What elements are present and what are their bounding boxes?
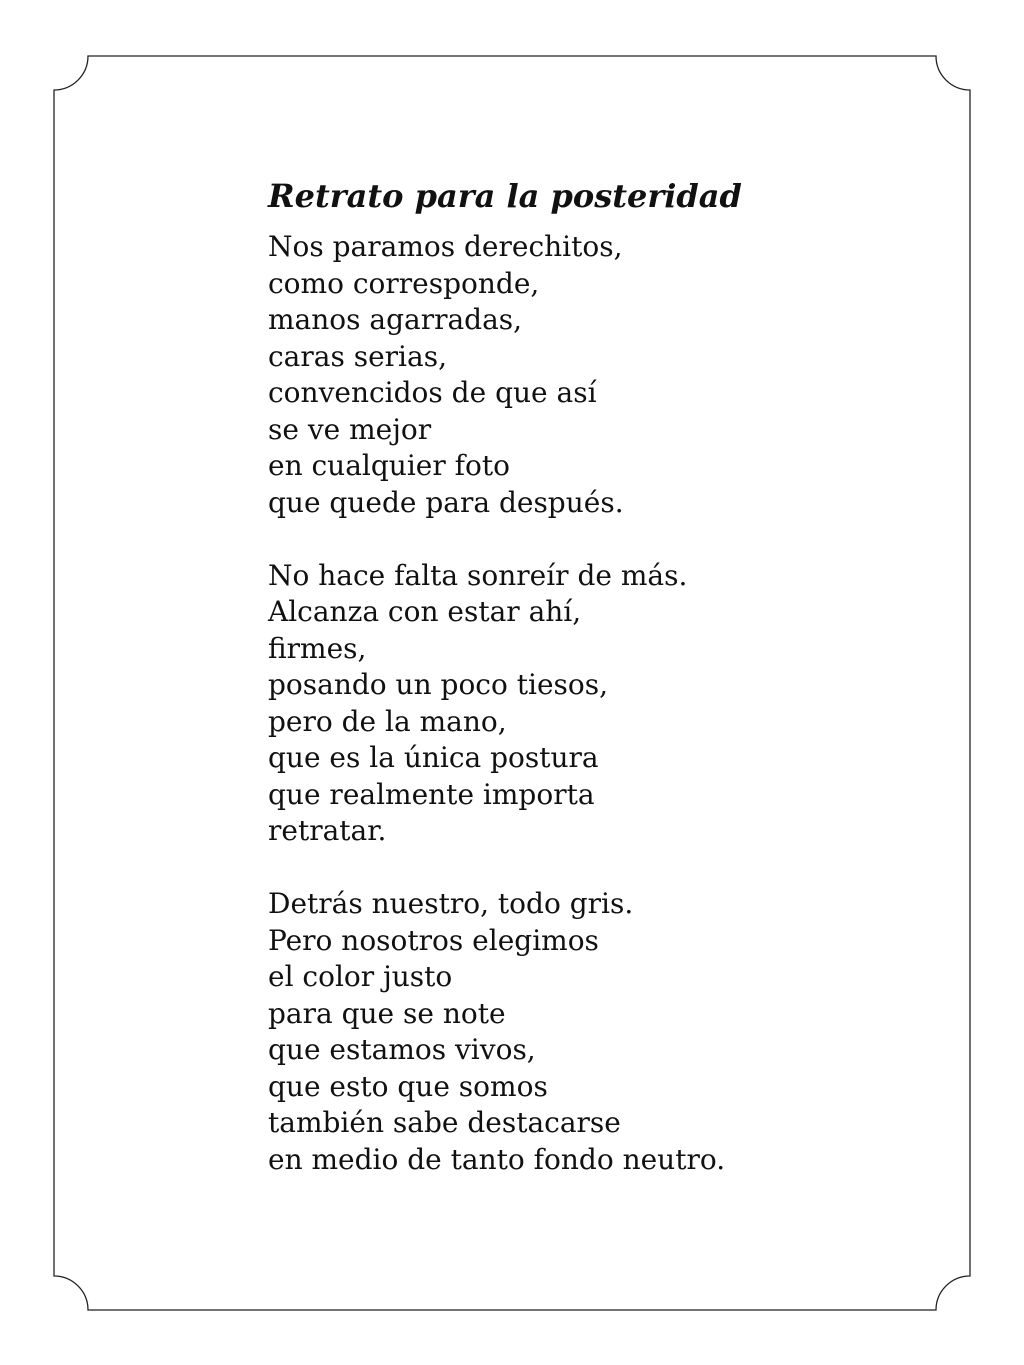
verse-line: retratar. — [268, 814, 387, 847]
verse-line: Detrás nuestro, todo gris. — [268, 887, 634, 920]
verse-line: el color justo — [268, 960, 453, 993]
poem-title: Retrato para la posteridad — [268, 177, 742, 215]
verse-line: se ve mejor — [268, 412, 432, 446]
poem — [268, 172, 968, 1178]
stanza-3 — [268, 886, 968, 1178]
verse-line: Pero nosotros elegimos — [268, 923, 599, 957]
verse-line: No hace falta sonreír de más. — [268, 558, 688, 592]
verse-line: como corresponde, — [268, 266, 540, 300]
verse-line: Nos paramos derechitos, — [268, 230, 623, 263]
verse-line: que realmente importa — [268, 777, 595, 811]
stanza-2 — [268, 558, 968, 850]
stanza-1 — [268, 229, 968, 521]
verse-line: Alcanza con estar ahí, — [268, 595, 582, 628]
verse-line: en cualquier foto — [268, 449, 510, 482]
verse-line: posando un poco tiesos, — [268, 668, 609, 701]
verse-line: que esto que somos — [268, 1069, 548, 1103]
verse-line: firmes, — [268, 631, 367, 665]
verse-line: caras serias, — [268, 339, 447, 373]
verse-line: pero de la mano, — [268, 704, 507, 738]
verse-line: que es la única postura — [268, 741, 599, 774]
verse-line: también sabe destacarse — [268, 1106, 621, 1139]
verse-line: convencidos de que así — [268, 376, 597, 409]
verse-line: manos agarradas, — [268, 303, 523, 336]
verse-line: en medio de tanto fondo neutro. — [268, 1142, 726, 1176]
verse-line: que quede para después. — [268, 485, 624, 519]
verse-line: que estamos vivos, — [268, 1033, 536, 1066]
verse-line: para que se note — [268, 996, 506, 1030]
